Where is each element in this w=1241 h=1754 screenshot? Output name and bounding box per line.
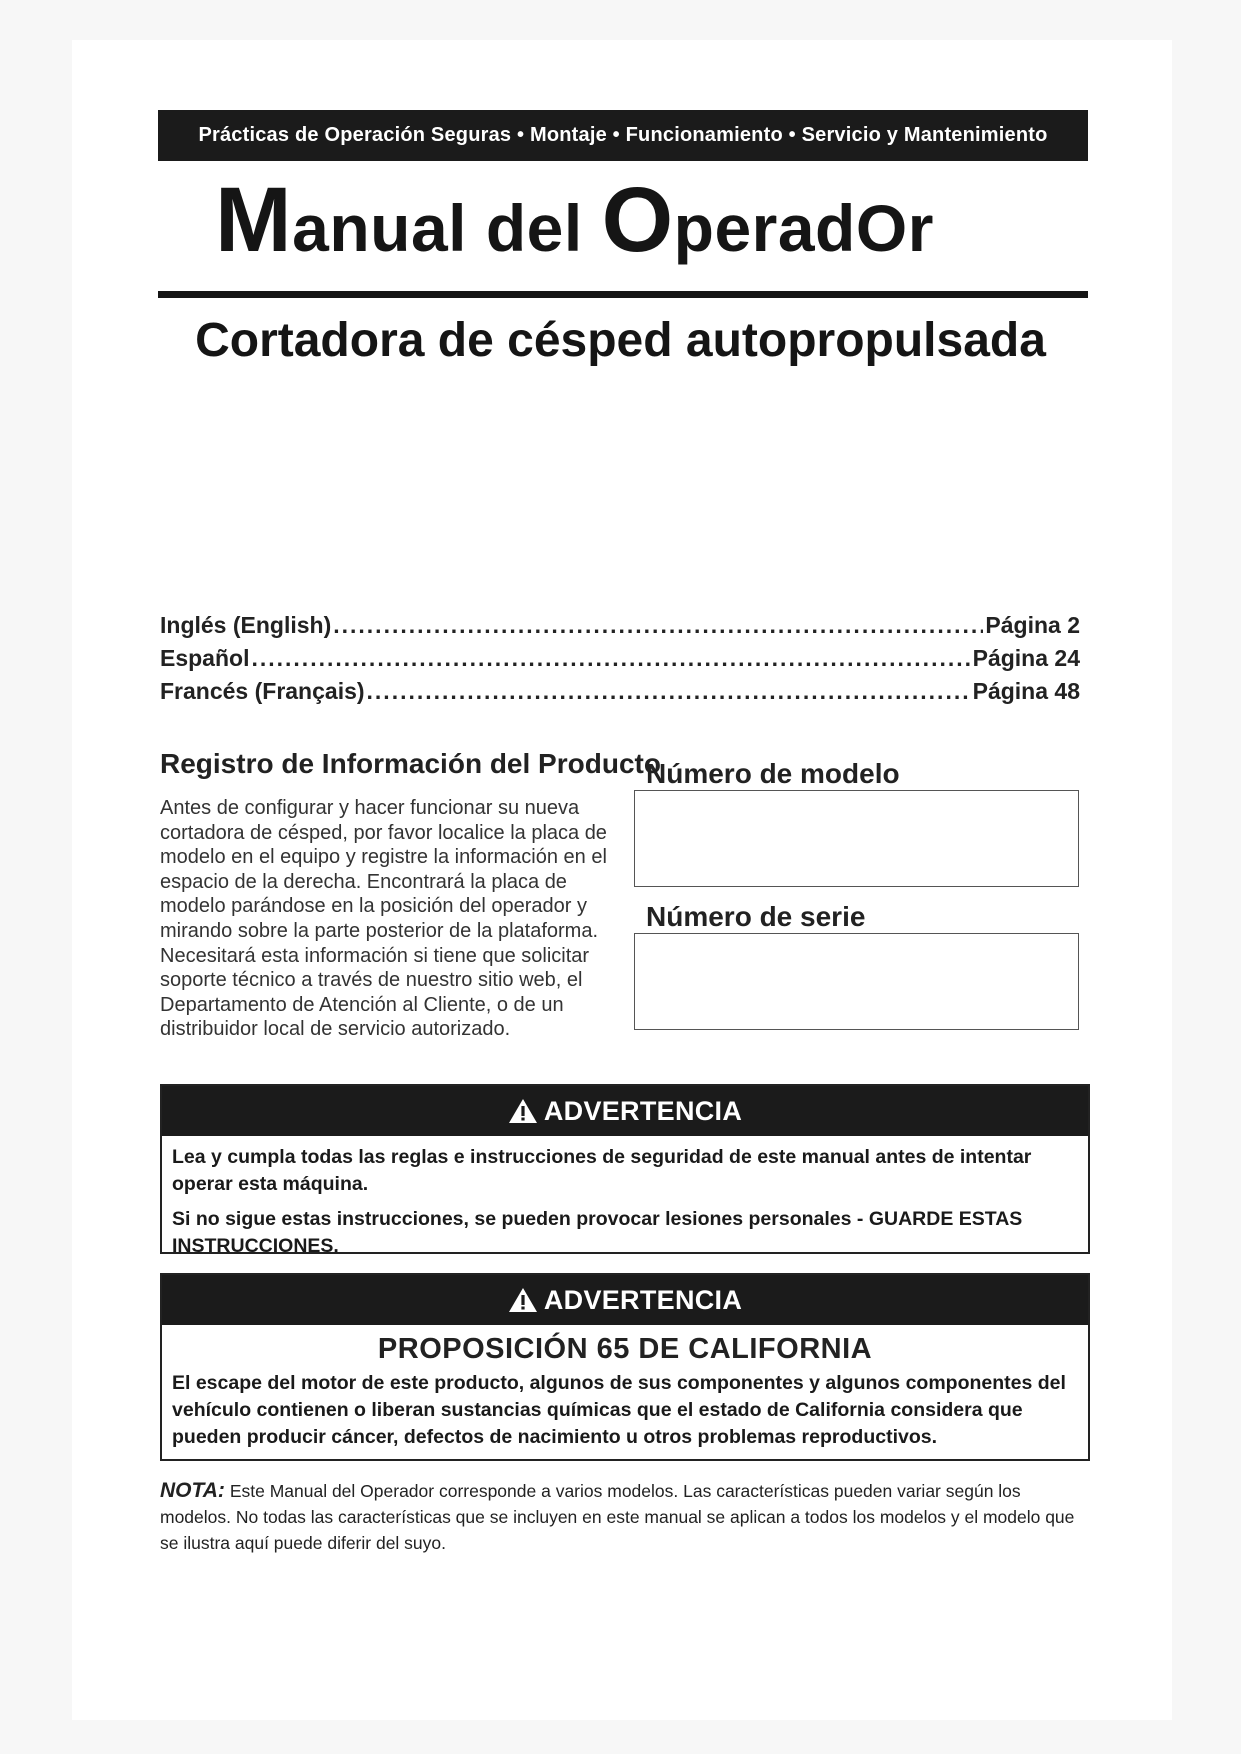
toc-language: Francés (Français) <box>160 678 365 704</box>
toc-language: Español <box>160 645 250 671</box>
warning-heading: ADVERTENCIA <box>543 1095 743 1126</box>
serial-number-label: Número de serie <box>646 901 866 932</box>
warning-line-2: Si no sigue estas instrucciones, se pueden provocar lesiones personales - GUARDE ESTAS INSTRUCCIONES. <box>172 1208 1023 1257</box>
toc-page: Página 48 <box>972 678 1080 704</box>
model-number-field[interactable] <box>634 790 1079 887</box>
warning-heading: ADVERTENCIA <box>543 1284 743 1315</box>
title-part-2: peradOr <box>673 191 934 265</box>
toc-row-french[interactable] <box>160 678 1080 711</box>
warning-line-1: Lea y cumpla todas las reglas e instrucciones de seguridad de este manual antes de intentar operar esta máquina. <box>172 1146 1032 1195</box>
title-cap-m: M <box>215 169 293 271</box>
registration-instructions: Antes de configurar y hacer funcionar su nueva cortadora de césped, por favor localice la placa de modelo en el equipo y registre la información en el espacio de la derecha. Encontrará la placa de modelo parándose en la posición del operador y mirando sobre la parte posterior de la plataforma. Necesitará esta información si tiene que solicitar soporte técnico a través de nuestro sitio web, el Departamento de Atención al Cliente, o de un distribuidor local de servicio autorizado. <box>160 797 607 1041</box>
warning-triangle-icon <box>508 1098 538 1124</box>
model-number-label: Número de modelo <box>646 758 900 789</box>
registration-title: Registro de Información del Producto <box>160 748 661 779</box>
prop65-text: El escape del motor de este producto, algunos de sus componentes y algunos componentes del vehículo contienen o liberan sustancias químicas que el estado de California considera que pueden producir cáncer, defectos de nacimiento u otros problemas reproductivos. <box>172 1372 1066 1448</box>
topics-banner <box>158 110 1088 161</box>
manual-title <box>215 168 934 273</box>
toc-leader-dots <box>367 678 971 705</box>
note-label: NOTA: <box>160 1479 225 1502</box>
note-text: Este Manual del Operador corresponde a varios modelos. Las características pueden variar según los modelos. No todas las características que se incluyen en este manual se aplican a todos los modelos y el modelo que se ilustra aquí puede diferir del suyo. <box>160 1481 1075 1553</box>
warning-content <box>162 1136 1088 1260</box>
model-note <box>160 1478 1090 1556</box>
prop65-warning-box <box>160 1273 1090 1461</box>
toc-language: Inglés (English) <box>160 612 332 638</box>
toc-page: Página 2 <box>985 612 1080 638</box>
toc-row-spanish[interactable] <box>160 645 1080 678</box>
warning-header <box>162 1086 1088 1136</box>
toc-leader-dots <box>333 612 983 639</box>
warning-header <box>162 1275 1088 1325</box>
toc-page: Página 24 <box>972 645 1080 671</box>
title-divider <box>158 291 1088 298</box>
language-table-of-contents <box>160 612 1080 711</box>
topics-text: Prácticas de Operación Seguras • Montaje • Funcionamiento • Servicio y Mantenimiento <box>198 124 1048 146</box>
serial-number-field[interactable] <box>634 933 1079 1030</box>
toc-row-english[interactable] <box>160 612 1080 645</box>
title-cap-o: O <box>601 169 674 271</box>
toc-leader-dots <box>251 645 970 672</box>
title-part-1: anual del <box>292 191 602 265</box>
prop65-title: PROPOSICIÓN 65 DE CALIFORNIA <box>377 1333 873 1365</box>
safety-warning-box <box>160 1084 1090 1257</box>
warning-triangle-icon <box>508 1287 538 1313</box>
product-subtitle: Cortadora de césped autopropulsada <box>195 314 1046 367</box>
